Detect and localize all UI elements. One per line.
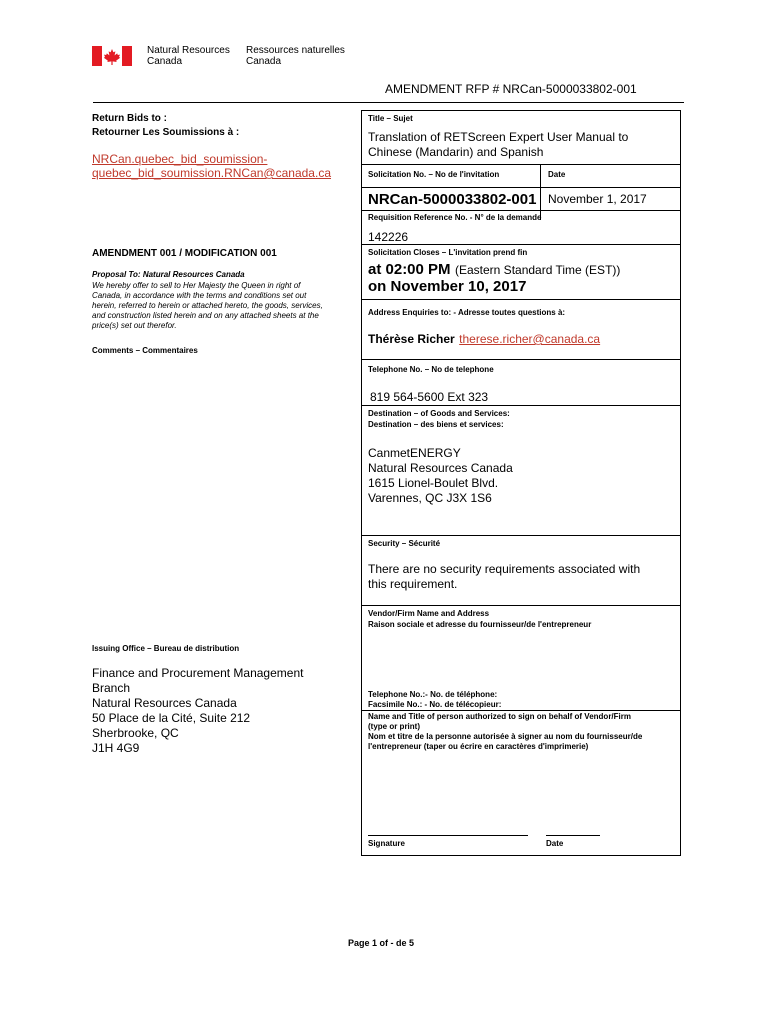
vendor-name-field[interactable] xyxy=(362,632,680,688)
closes-date: on November 10, 2017 xyxy=(368,278,527,295)
destination-address: CanmetENERGY Natural Resources Canada 1615 Lionel-Boulet Blvd. Varennes, QC J3X 1S6 xyxy=(368,446,513,505)
vendor-label: Vendor/Firm Name and Address Raison sociale et adresse du fournisseur/de l'entrepreneur xyxy=(368,609,592,629)
signature-date-line[interactable] xyxy=(546,835,600,836)
contact xyxy=(368,330,600,348)
title-value: Translation of RETScreen Expert User Manual to Chinese (Mandarin) and Spanish xyxy=(368,130,629,159)
bid-email-link[interactable]: NRCan.quebec_bid_soumission- quebec_bid_soumission.RNCan@canada.ca xyxy=(92,152,331,180)
date-value: November 1, 2017 xyxy=(548,192,647,206)
proposal-title: Proposal To: Natural Resources Canada xyxy=(92,270,245,279)
enquiries-label: Address Enquiries to: - Adresse toutes questions à: xyxy=(368,308,566,317)
issuing-office-address: Finance and Procurement Management Branch Natural Resources Canada 50 Place de la Cité, Suite 212 Sherbrooke, QC J1H 4G9 xyxy=(92,666,304,755)
telephone-value: 819 564-5600 Ext 323 xyxy=(370,390,489,404)
contact-email-link[interactable]: therese.richer@canada.ca xyxy=(459,332,601,346)
telephone-label: Telephone No. – No de telephone xyxy=(368,365,494,374)
phone-fax-label: Telephone No.:- No. de téléphone: Facsimile No.: - No. de télécopieur: xyxy=(368,690,502,709)
contact-name: Thérèse Richer xyxy=(368,332,455,346)
signature-date-label: Date xyxy=(546,839,564,848)
title-label: Title – Sujet xyxy=(368,114,413,123)
signature-line[interactable] xyxy=(368,835,528,836)
canada-flag-icon xyxy=(92,46,132,66)
requisition-label: Requisition Reference No. - N° de la demande xyxy=(368,213,542,222)
authorized-person-field[interactable] xyxy=(362,759,680,829)
issuing-office-label: Issuing Office – Bureau de distribution xyxy=(92,644,240,653)
form-box xyxy=(361,110,681,856)
page-number: Page 1 of - de 5 xyxy=(348,938,415,948)
authorized-person-label: Name and Title of person authorized to sign on behalf of Vendor/Firm (type or print) Nom et titre de la personne autorisée à signer au nom du fournisseur/de l'entrepreneur (taper ou écrire en caractères d'imprimerie) xyxy=(368,712,643,751)
security-text: There are no security requirements associated with this requirement. xyxy=(368,562,641,591)
amendment-title: AMENDMENT RFP # NRCan-5000033802-001 xyxy=(385,82,637,96)
dept-name-fr: Ressources naturelles Canada xyxy=(246,45,345,67)
solicitation-number: NRCan-5000033802-001 xyxy=(368,191,537,208)
dept-name-en: Natural Resources Canada xyxy=(147,45,230,67)
header-divider xyxy=(93,102,684,103)
signature-label: Signature xyxy=(368,839,405,848)
security-label: Security – Sécurité xyxy=(368,539,441,548)
amendment-label: AMENDMENT 001 / MODIFICATION 001 xyxy=(92,248,277,259)
comments-label: Comments – Commentaires xyxy=(92,346,198,355)
return-bids-label: Return Bids to : Retourner Les Soumissions à : xyxy=(92,113,240,138)
date-label: Date xyxy=(548,170,566,179)
closes-time: at 02:00 PM (Eastern Standard Time (EST)) xyxy=(368,261,621,278)
solicitation-label: Solicitation No. – No de l'invitation xyxy=(368,170,500,179)
destination-label: Destination – of Goods and Services: Destination – des biens et services: xyxy=(368,409,510,429)
proposal-text: We hereby offer to sell to Her Majesty the Queen in right of Canada, in accordance with the terms and conditions set out herein, referred to herein or attached hereto, the goods, services, and construction listed herein and on any attached sheets at the price(s) set out therefor. xyxy=(92,281,323,330)
closes-label: Solicitation Closes – L'invitation prend fin xyxy=(368,248,528,257)
requisition-value: 142226 xyxy=(368,230,409,244)
